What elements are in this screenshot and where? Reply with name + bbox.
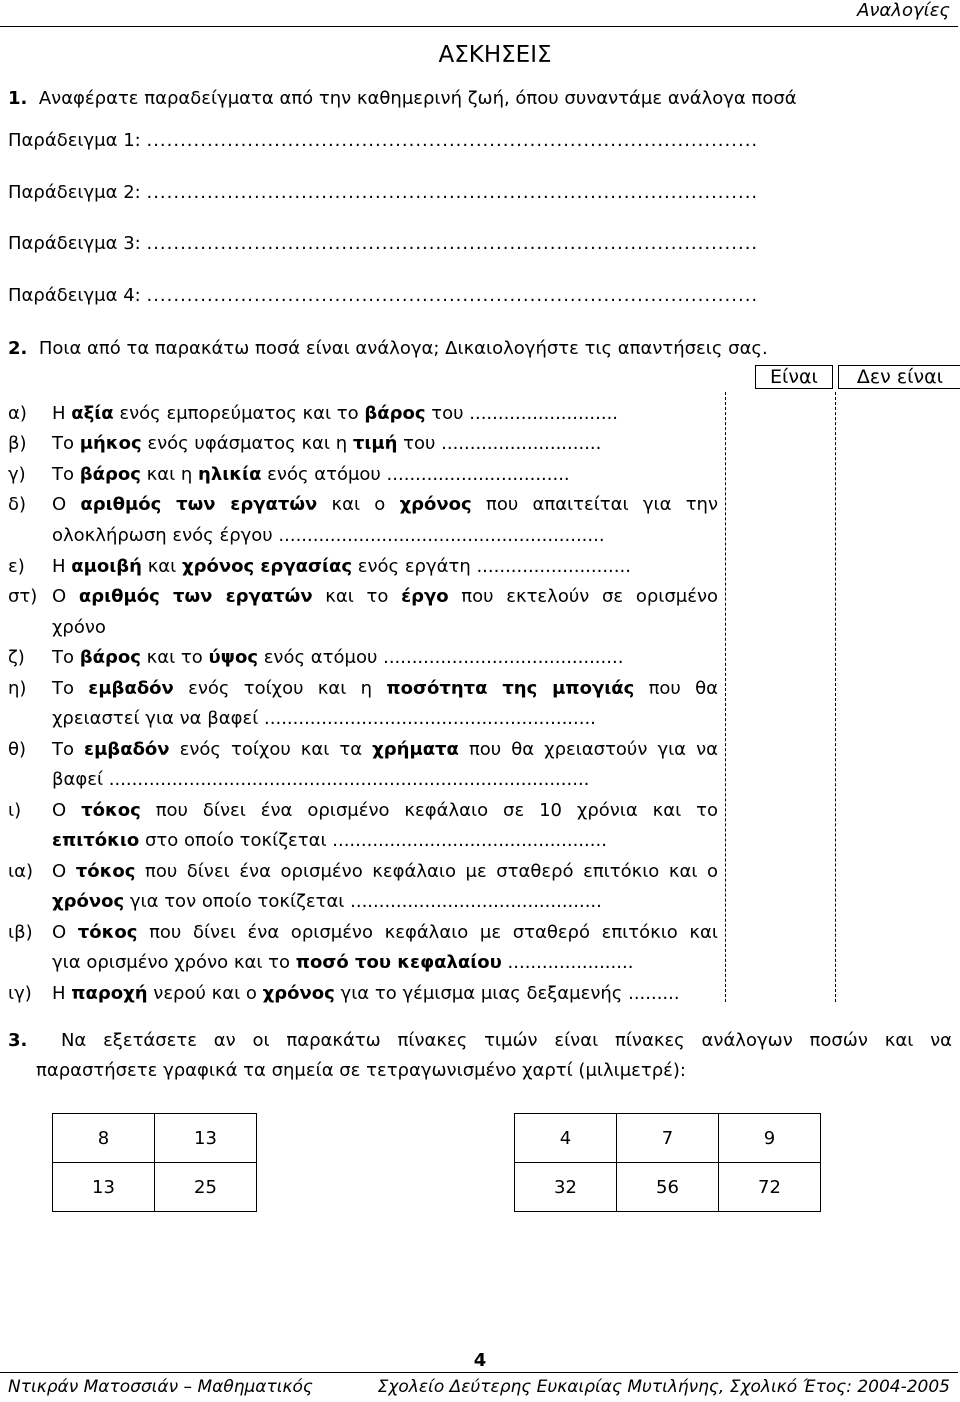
table-cell: 4 [515,1114,617,1163]
answer-column-left-border [725,392,726,1002]
table-cell: 13 [155,1114,257,1163]
item-d-text-line1: Ο αριθμός των εργατών και ο χρόνος που απαιτείται για την [52,494,719,515]
example-3-line: Παράδειγμα 3: ........................................................................................... [8,233,759,254]
column-header-yes: Είναι [755,365,833,389]
example-4-label: Παράδειγμα 4: [8,285,141,306]
item-a-text: Η αξία ενός εμπορεύματος και το βάρος του .......................... [52,403,619,424]
item-st-text-line1: Ο αριθμός των εργατών και το έργο που εκτελούν σε ορισμένο [52,586,719,607]
item-ib-text-line1: Ο τόκος που δίνει ένα ορισμένο κεφάλαιο με σταθερό επιτόκιο και [52,922,718,943]
example-1-label: Παράδειγμα 1: [8,130,141,151]
column-header-no: Δεν είναι [838,365,960,389]
item-h-label: η) [8,678,27,699]
table-row [515,1114,821,1163]
table-row [515,1163,821,1212]
table-cell: 9 [719,1114,821,1163]
example-1-line: Παράδειγμα 1: ........................................................................................... [8,130,759,151]
exercise-2-text: Ποια από τα παρακάτω ποσά είναι ανάλογα; Δικαιολογήστε τις απαντήσεις σας. [38,338,768,359]
item-c-label: γ) [8,464,26,485]
values-table-2 [514,1113,821,1212]
item-h-text-line2: χρειαστεί για να βαφεί .......................................................... [52,708,596,729]
exercise-3-number: 3. [8,1030,28,1051]
item-e-text: Η αμοιβή και χρόνος εργασίας ενός εργάτη ........................... [52,556,631,577]
page-number: 4 [473,1350,487,1371]
answer-column-divider [835,392,836,1002]
values-table-1 [52,1113,257,1212]
item-i-label: ι) [8,800,22,821]
table-cell: 8 [53,1114,155,1163]
section-title: Αναλογίες [857,0,950,21]
item-i-text-line1: Ο τόκος που δίνει ένα ορισμένο κεφάλαιο σε 10 χρόνια και το [52,800,719,821]
item-d-text-line2: ολοκλήρωση ενός έργου ......................................................... [52,525,605,546]
page-title: ΑΣΚΗΣΕΙΣ [438,42,552,68]
item-ia-text-line2: χρόνος για τον οποίο τοκίζεται ............................................ [52,891,602,912]
exercise-3-text-line2: παραστήσετε γραφικά τα σημεία σε τετραγωνισμένο χαρτί (μιλιμετρέ): [36,1060,686,1081]
exercise-1-text: Αναφέρατε παραδείγματα από την καθημερινή ζωή, όπου συναντάμε ανάλογα ποσά [38,88,797,109]
table-cell: 56 [617,1163,719,1212]
item-th-label: θ) [8,739,27,760]
exercise-2-prompt [8,338,768,359]
item-c-text: Το βάρος και η ηλικία ενός ατόμου ................................ [52,464,570,485]
item-b-label: β) [8,433,27,454]
item-ib-text-line2: για ορισμένο χρόνο και το ποσό του κεφαλαίου ...................... [52,952,634,973]
item-z-label: ζ) [8,647,25,668]
item-ig-label: ιγ) [8,983,32,1004]
item-ib-label: ιβ) [8,922,33,943]
exercise-1-number: 1. [8,88,28,109]
item-i-text-line2: επιτόκιο στο οποίο τοκίζεται ................................................ [52,830,607,851]
footer-divider [0,1372,958,1373]
item-st-label: στ) [8,586,38,607]
table-cell: 13 [53,1163,155,1212]
header-divider [0,26,958,27]
item-ia-label: ια) [8,861,33,882]
table-cell: 25 [155,1163,257,1212]
example-3-label: Παράδειγμα 3: [8,233,141,254]
exercise-3-text-line1: Να εξετάσετε αν οι παρακάτω πίνακες τιμών είναι πίνακες ανάλογων ποσών και να [60,1030,952,1051]
item-h-text-line1: Το εμβαδόν ενός τοίχου και η ποσότητα της μπογιάς που θα [52,678,718,699]
item-d-label: δ) [8,494,27,515]
exercise-2-number: 2. [8,338,28,359]
item-z-text: Το βάρος και το ύψος ενός ατόμου .......................................... [52,647,624,668]
item-ig-text: Η παροχή νερού και ο χρόνος για το γέμισμα μιας δεξαμενής ......... [52,983,680,1004]
item-st-text-line2: χρόνο [52,617,106,638]
table-cell: 72 [719,1163,821,1212]
item-b-text: Το μήκος ενός υφάσματος και η τιμή του ............................ [52,433,602,454]
example-2-label: Παράδειγμα 2: [8,182,141,203]
example-2-line: Παράδειγμα 2: ........................................................................................... [8,182,759,203]
table-row [53,1163,257,1212]
item-th-text-line1: Το εμβαδόν ενός τοίχου και τα χρήματα που θα χρειαστούν για να [52,739,718,760]
table-cell: 32 [515,1163,617,1212]
table-cell: 7 [617,1114,719,1163]
exercise-3-prompt-line1 [8,1030,952,1051]
item-th-text-line2: βαφεί .................................................................................... [52,769,590,790]
exercise-1-prompt [8,88,797,109]
example-4-line: Παράδειγμα 4: ........................................................................................... [8,285,759,306]
item-a-label: α) [8,403,27,424]
item-e-label: ε) [8,556,25,577]
item-ia-text-line1: Ο τόκος που δίνει ένα ορισμένο κεφάλαιο με σταθερό επιτόκιο και ο [52,861,719,882]
footer-author: Ντικράν Ματοσσιάν – Μαθηματικός [8,1377,313,1397]
footer-school: Σχολείο Δεύτερης Ευκαιρίας Μυτιλήνης, Σχολικό Έτος: 2004-2005 [377,1377,950,1397]
table-row [53,1114,257,1163]
